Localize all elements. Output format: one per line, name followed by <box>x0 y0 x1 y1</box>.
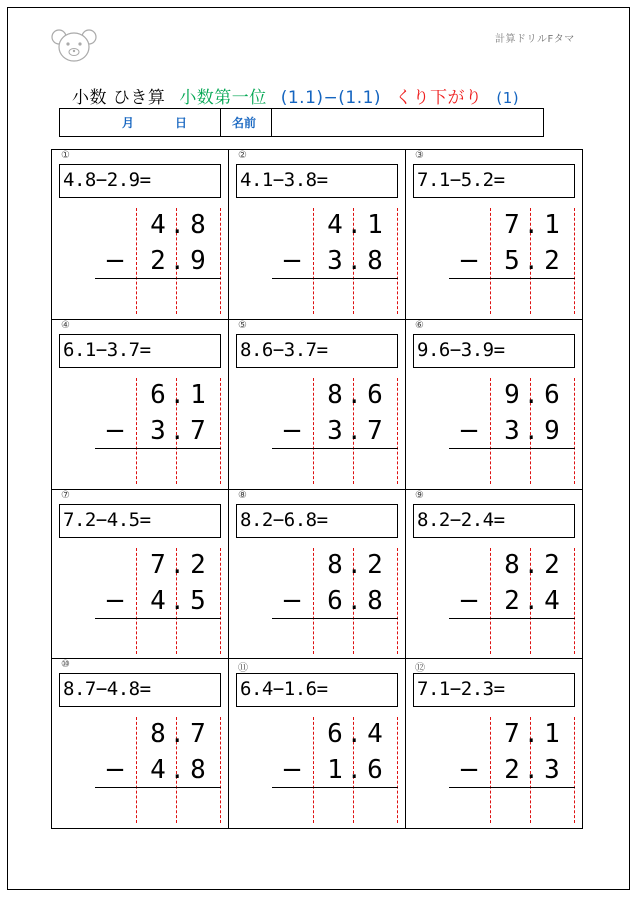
problem-number: ⑫ <box>415 663 425 674</box>
top-tenths-digit: 8 <box>190 210 206 240</box>
bottom-tenths-digit: 6 <box>367 755 383 785</box>
bottom-tenths-digit: 7 <box>367 416 383 446</box>
brand-label: 計算ドリルFタマ <box>495 34 575 45</box>
top-tenths-digit: 1 <box>190 380 206 410</box>
top-ones-digit: 8 <box>327 550 343 580</box>
bottom-ones-digit: 2 <box>504 755 520 785</box>
problem-number: ⑥ <box>415 320 424 331</box>
answer-line <box>95 278 221 279</box>
answer-line <box>95 787 221 788</box>
title-part-subject: 小数 ひき算 <box>72 88 166 108</box>
problem-equation[interactable]: 7.2−4.5= <box>59 504 221 538</box>
minus-sign: − <box>281 246 303 276</box>
top-ones-digit: 6 <box>327 719 343 749</box>
date-name-box <box>59 108 544 137</box>
problem-number: ③ <box>415 150 424 161</box>
answer-line <box>272 448 398 449</box>
problem-equation[interactable]: 7.1−5.2= <box>413 164 575 198</box>
minus-sign: − <box>281 755 303 785</box>
bottom-tenths-digit: 9 <box>190 246 206 276</box>
minus-sign: − <box>104 755 126 785</box>
problem-number: ⑨ <box>415 490 424 501</box>
top-decimal-point: . <box>347 381 362 409</box>
answer-line <box>449 787 575 788</box>
bottom-ones-digit: 4 <box>150 755 166 785</box>
bottom-tenths-digit: 9 <box>544 416 560 446</box>
top-ones-digit: 7 <box>150 550 166 580</box>
bottom-ones-digit: 4 <box>150 586 166 616</box>
top-ones-digit: 4 <box>150 210 166 240</box>
answer-line <box>272 787 398 788</box>
minus-sign: − <box>458 755 480 785</box>
problem-number: ② <box>238 150 247 161</box>
answer-line <box>449 448 575 449</box>
bottom-ones-digit: 5 <box>504 246 520 276</box>
top-tenths-digit: 1 <box>367 210 383 240</box>
minus-sign: − <box>281 586 303 616</box>
bottom-decimal-point: . <box>170 756 185 784</box>
top-decimal-point: . <box>170 211 185 239</box>
top-tenths-digit: 6 <box>367 380 383 410</box>
problem-number: ① <box>61 150 70 161</box>
top-ones-digit: 7 <box>504 210 520 240</box>
minus-sign: − <box>104 246 126 276</box>
minus-sign: − <box>104 586 126 616</box>
minus-sign: − <box>458 246 480 276</box>
top-ones-digit: 7 <box>504 719 520 749</box>
top-tenths-digit: 2 <box>367 550 383 580</box>
top-ones-digit: 8 <box>504 550 520 580</box>
problem-cell <box>52 150 229 320</box>
problem-number: ⑤ <box>238 320 247 331</box>
problem-equation[interactable]: 6.4−1.6= <box>236 673 398 707</box>
answer-line <box>449 618 575 619</box>
box-divider <box>220 109 221 136</box>
top-tenths-digit: 6 <box>544 380 560 410</box>
top-decimal-point: . <box>170 720 185 748</box>
problem-cell <box>52 320 229 490</box>
top-decimal-point: . <box>170 551 185 579</box>
bottom-ones-digit: 2 <box>504 586 520 616</box>
top-decimal-point: . <box>524 211 539 239</box>
answer-area[interactable] <box>95 620 221 654</box>
top-decimal-point: . <box>347 720 362 748</box>
problem-equation[interactable]: 6.1−3.7= <box>59 334 221 368</box>
problem-number: ⑧ <box>238 490 247 501</box>
minus-sign: − <box>458 586 480 616</box>
top-tenths-digit: 1 <box>544 210 560 240</box>
problem-number: ⑪ <box>238 663 248 674</box>
top-ones-digit: 9 <box>504 380 520 410</box>
problem-cell <box>406 150 582 320</box>
minus-sign: − <box>104 416 126 446</box>
answer-line <box>272 618 398 619</box>
bottom-tenths-digit: 7 <box>190 416 206 446</box>
title-part-borrow: くり下がり <box>394 88 483 108</box>
bottom-ones-digit: 1 <box>327 755 343 785</box>
problem-cell <box>406 320 582 490</box>
top-ones-digit: 8 <box>150 719 166 749</box>
bottom-tenths-digit: 8 <box>367 586 383 616</box>
bottom-ones-digit: 6 <box>327 586 343 616</box>
answer-area[interactable] <box>449 450 575 484</box>
month-label: 月 <box>122 116 135 130</box>
problem-number: ④ <box>61 320 70 331</box>
problem-equation[interactable]: 8.2−2.4= <box>413 504 575 538</box>
bottom-decimal-point: . <box>347 756 362 784</box>
box-divider <box>271 109 272 136</box>
answer-line <box>95 618 221 619</box>
answer-area[interactable] <box>95 450 221 484</box>
problem-grid <box>51 149 583 829</box>
top-ones-digit: 8 <box>327 380 343 410</box>
answer-area[interactable] <box>272 280 398 314</box>
bottom-tenths-digit: 3 <box>544 755 560 785</box>
top-tenths-digit: 2 <box>190 550 206 580</box>
title-part-number: (1) <box>496 89 520 107</box>
bottom-decimal-point: . <box>524 587 539 615</box>
top-ones-digit: 4 <box>327 210 343 240</box>
top-decimal-point: . <box>524 551 539 579</box>
bottom-decimal-point: . <box>170 587 185 615</box>
top-tenths-digit: 4 <box>367 719 383 749</box>
bottom-tenths-digit: 5 <box>190 586 206 616</box>
answer-area[interactable] <box>272 789 398 823</box>
top-decimal-point: . <box>347 551 362 579</box>
bottom-decimal-point: . <box>347 587 362 615</box>
title-part-level: 小数第一位 <box>179 88 267 108</box>
answer-line <box>272 278 398 279</box>
bottom-decimal-point: . <box>524 247 539 275</box>
bottom-tenths-digit: 4 <box>544 586 560 616</box>
bottom-decimal-point: . <box>524 756 539 784</box>
name-label: 名前 <box>232 116 257 130</box>
answer-area[interactable] <box>449 620 575 654</box>
answer-line <box>449 278 575 279</box>
bottom-decimal-point: . <box>347 417 362 445</box>
problem-cell <box>406 659 582 828</box>
problem-cell <box>406 490 582 659</box>
answer-area[interactable] <box>449 789 575 823</box>
problem-cell <box>229 320 406 490</box>
top-decimal-point: . <box>170 381 185 409</box>
bottom-tenths-digit: 2 <box>544 246 560 276</box>
answer-area[interactable] <box>449 280 575 314</box>
bottom-ones-digit: 3 <box>504 416 520 446</box>
bottom-ones-digit: 3 <box>327 416 343 446</box>
problem-cell <box>229 150 406 320</box>
answer-area[interactable] <box>95 280 221 314</box>
problem-equation[interactable]: 8.6−3.7= <box>236 334 398 368</box>
title-part-format: (1.1)−(1.1) <box>280 88 382 108</box>
top-ones-digit: 6 <box>150 380 166 410</box>
top-decimal-point: . <box>524 381 539 409</box>
answer-area[interactable] <box>272 450 398 484</box>
bottom-tenths-digit: 8 <box>190 755 206 785</box>
top-decimal-point: . <box>347 211 362 239</box>
top-tenths-digit: 1 <box>544 719 560 749</box>
problem-cell <box>52 490 229 659</box>
bottom-ones-digit: 2 <box>150 246 166 276</box>
bottom-decimal-point: . <box>170 417 185 445</box>
problem-cell <box>229 659 406 828</box>
answer-area[interactable] <box>272 620 398 654</box>
problem-number: ⑩ <box>61 659 70 670</box>
problem-equation[interactable]: 9.6−3.9= <box>413 334 575 368</box>
problem-equation[interactable]: 4.1−3.8= <box>236 164 398 198</box>
problem-number: ⑦ <box>61 490 70 501</box>
bottom-decimal-point: . <box>347 247 362 275</box>
bottom-ones-digit: 3 <box>327 246 343 276</box>
bear-face-icon <box>50 28 98 64</box>
problem-equation[interactable]: 7.1−2.3= <box>413 673 575 707</box>
answer-area[interactable] <box>95 789 221 823</box>
minus-sign: − <box>458 416 480 446</box>
top-tenths-digit: 7 <box>190 719 206 749</box>
problem-equation[interactable]: 8.7−4.8= <box>59 673 221 707</box>
bottom-tenths-digit: 8 <box>367 246 383 276</box>
top-tenths-digit: 2 <box>544 550 560 580</box>
problem-cell <box>229 490 406 659</box>
problem-equation[interactable]: 8.2−6.8= <box>236 504 398 538</box>
bottom-ones-digit: 3 <box>150 416 166 446</box>
worksheet-title <box>72 83 527 108</box>
problem-equation[interactable]: 4.8−2.9= <box>59 164 221 198</box>
bottom-decimal-point: . <box>524 417 539 445</box>
minus-sign: − <box>281 416 303 446</box>
day-label: 日 <box>175 116 188 130</box>
top-decimal-point: . <box>524 720 539 748</box>
bottom-decimal-point: . <box>170 247 185 275</box>
problem-cell <box>52 659 229 828</box>
answer-line <box>95 448 221 449</box>
